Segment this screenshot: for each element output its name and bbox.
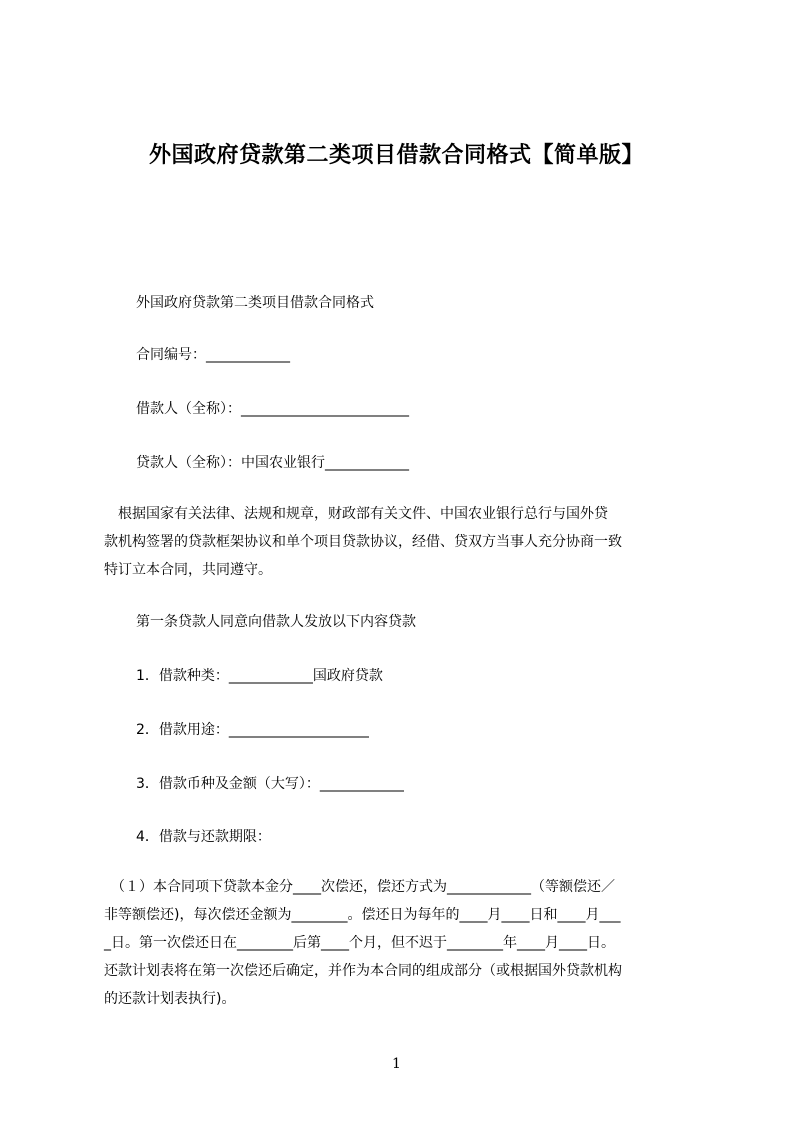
repayment-line: _日。第一次偿还日在________后第____个月，但不迟于________年____月____日。 [104, 935, 615, 951]
article-1-heading: 第一条贷款人同意向借款人发放以下内容贷款 [136, 614, 416, 630]
repayment-line: 还款计划表将在第一次偿还后确定，并作为本合同的组成部分（或根据国外贷款机构 [104, 963, 622, 979]
intro-line: 根据国家有关法律、法规和规章，财政部有关文件、中国农业银行总行与国外贷 [104, 506, 608, 522]
item-1-loan-type: 1．借款种类：____________国政府贷款 [136, 668, 383, 684]
repayment-paragraph [104, 873, 704, 1013]
item-2-loan-purpose: 2．借款用途：____________________ [136, 722, 369, 738]
item-3-currency-amount: 3．借款币种及金额（大写）：____________ [136, 776, 404, 792]
repayment-line: （１）本合同项下贷款本金分____次偿还，偿还方式为____________（等额偿还／ [104, 879, 615, 895]
intro-line: 特订立本合同，共同遵守。 [104, 562, 272, 578]
borrower-field: 借款人（全称）：________________________ [136, 401, 409, 417]
intro-paragraph [104, 500, 704, 584]
repayment-line: 非等额偿还)，每次偿还金额为________。偿还日为每年的____月____日和____月___ [104, 907, 621, 923]
contract-number-field: 合同编号：____________ [136, 347, 290, 363]
intro-line: 款机构签署的贷款框架协议和单个项目贷款协议，经借、贷双方当事人充分协商一致 [104, 534, 622, 550]
lender-field: 贷款人（全称）：中国农业银行____________ [136, 455, 409, 471]
subtitle: 外国政府贷款第二类项目借款合同格式 [136, 295, 374, 311]
page-number: 1 [392, 1056, 401, 1072]
item-4-loan-term: 4．借款与还款期限： [136, 829, 271, 845]
document-title: 外国政府贷款第二类项目借款合同格式【简单版】 [148, 143, 644, 168]
repayment-line: 的还款计划表执行)。 [104, 991, 236, 1007]
